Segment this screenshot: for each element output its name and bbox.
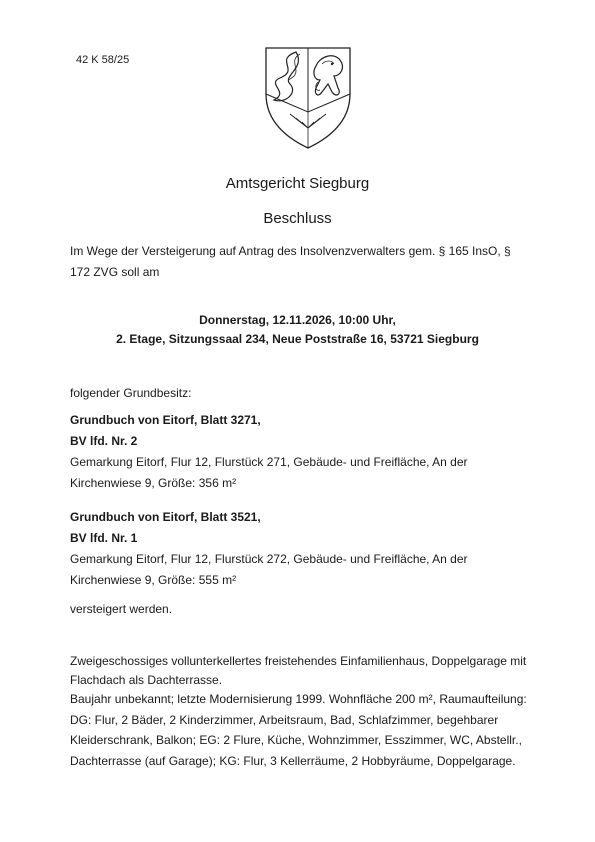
house-description: Zweigeschossiges vollunterkellertes freistehendes Einfamilienhaus, Doppelgarage mit Flachdach als Dachterrasse. — [70, 654, 527, 687]
plot-description: Gemarkung Eitorf, Flur 12, Flurstück 272, Gebäude- und Freifläche, An der Kirchenwiese 9, Größe: 555 m² — [70, 552, 468, 587]
appointment-date: Donnerstag, 12.11.2026, 10:00 Uhr, — [199, 313, 396, 327]
plot-description: Gemarkung Eitorf, Flur 12, Flurstück 271, Gebäude- und Freifläche, An der Kirchenwiese 9, Größe: 356 m² — [70, 455, 468, 490]
plot-number: BV lfd. Nr. 2 — [70, 434, 138, 448]
plot-entry — [70, 507, 530, 591]
coat-of-arms-icon — [260, 42, 356, 152]
file-number: 42 K 58/25 — [76, 54, 130, 66]
plot-register: Grundbuch von Eitorf, Blatt 3521, — [70, 510, 261, 524]
court-name: Amtsgericht Siegburg — [225, 175, 370, 192]
property-details: Baujahr unbekannt; letzte Modernisierung 1999. Wohnfläche 200 m², Raumaufteilung: DG: Flur, 2 Bäder, 2 Kinderzimmer, Arbeitsraum, Bad, Schlafzimmer, begehbarer Kleiderschrank, Balkon; EG: 2 Flure, Küche, Wohnzimmer, Esszimmer, WC, Abstellr., Dachterrasse (auf Garage); KG: Flur, 3 Kellerräume, 2 Hobbyräume, Doppelgarage. — [70, 692, 527, 768]
plot-entry — [70, 410, 530, 494]
plots-intro: folgender Grundbesitz: — [70, 386, 192, 400]
intro-paragraph: Im Wege der Versteigerung auf Antrag des Insolvenzverwalters gem. § 165 InsO, § 172 ZVG soll am — [70, 244, 511, 279]
document-title: Beschluss — [263, 210, 332, 227]
auctioned-statement: versteigert werden. — [70, 602, 173, 616]
plot-register: Grundbuch von Eitorf, Blatt 3271, — [70, 413, 261, 427]
appointment-place: 2. Etage, Sitzungssaal 234, Neue Poststraße 16, 53721 Siegburg — [116, 332, 479, 346]
plot-number: BV lfd. Nr. 1 — [70, 531, 138, 545]
